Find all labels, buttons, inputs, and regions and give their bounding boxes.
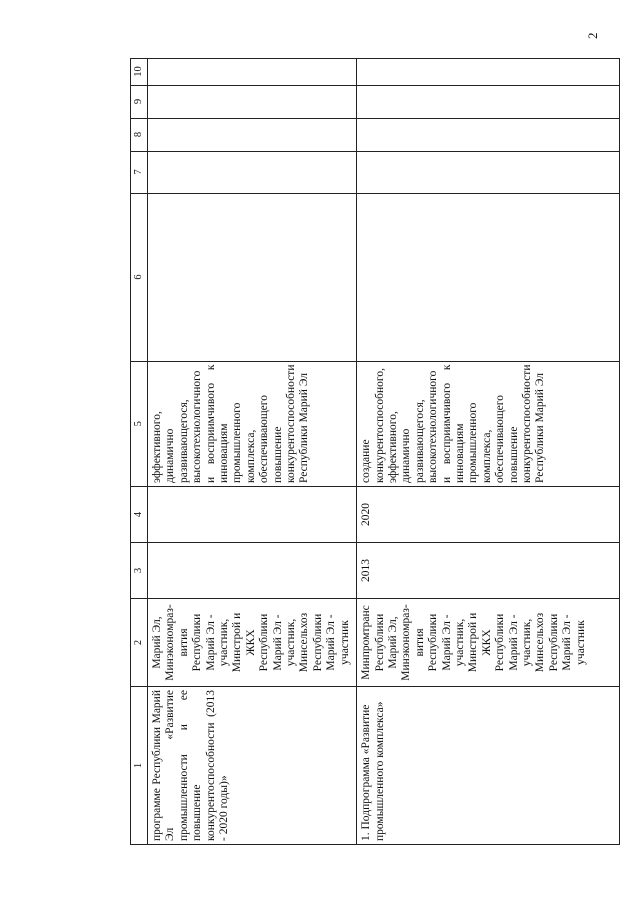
cell-col-6 [148,193,357,361]
responsible-text: Минпромтранс Республики Марий Эл, Минэкономраз-вития Республики Марий Эл - участник, Минстрой и ЖКХ Республики Марий Эл - участник, Минсельхоз Республики Марий Эл - участник [360,604,587,681]
program-table [130,58,620,845]
program-name-text: программе Республики Марий Эл «Развитие промышленности и ее повышение конкурентоспособности (2013 - 2020 годы)» [151,690,231,841]
table-row [357,58,620,844]
cell-col-10 [357,58,620,85]
cell-start-year [357,543,620,599]
cell-col-7 [148,151,357,193]
header-col-2: 2 [131,599,148,687]
header-col-8: 8 [131,118,148,151]
cell-col-10 [148,58,357,85]
responsible-text: Марий Эл, Минэкономраз-вития Республики Марий Эл - участник, Минстрой и ЖКХ Республики Марий Эл - участник, Минсельхоз Республики Марий Эл - участник [151,604,351,681]
header-col-3: 3 [131,543,148,599]
header-col-4: 4 [131,487,148,543]
cell-responsible [148,599,357,687]
cell-col-7 [357,151,620,193]
header-row [131,58,148,844]
cell-end-year [357,487,620,543]
page-number: 2 [585,32,600,39]
cell-program-name [148,687,357,845]
header-col-7: 7 [131,151,148,193]
start-year-text: 2013 [360,559,373,582]
header-col-9: 9 [131,85,148,118]
result-text: эффективного, динамично развивающегося, высокотехнологичного и восприимчивого к инновациям промышленного комплекса, обеспечивающего повышение конкурентоспособности Республики Марий Эл [151,364,311,483]
cell-result [357,361,620,486]
rotated-table-area [130,30,630,845]
cell-result [148,361,357,486]
table-row [148,58,357,844]
program-name-text: 1. Подпрограмма «Развитие промышленного комплекса» [360,701,386,841]
start-year-text [148,543,155,598]
cell-program-name [357,687,620,845]
cell-col-6 [357,193,620,361]
header-col-5: 5 [131,361,148,486]
end-year-text: 2020 [360,503,373,526]
cell-col-8 [148,118,357,151]
cell-start-year [148,543,357,599]
header-col-1: 1 [131,687,148,845]
header-col-10: 10 [131,58,148,85]
cell-col-8 [357,118,620,151]
result-text: создание конкурентоспособного, эффективного, динамично развивающегося, высокотехнологичного и восприимчивого к инновациям промышленного комплекса, обеспечивающего повышение конкурентоспособности Республики Марий Эл [360,364,547,483]
cell-end-year [148,487,357,543]
cell-responsible [357,599,620,687]
cell-col-9 [148,85,357,118]
header-col-6: 6 [131,193,148,361]
cell-col-9 [357,85,620,118]
end-year-text [148,487,155,542]
